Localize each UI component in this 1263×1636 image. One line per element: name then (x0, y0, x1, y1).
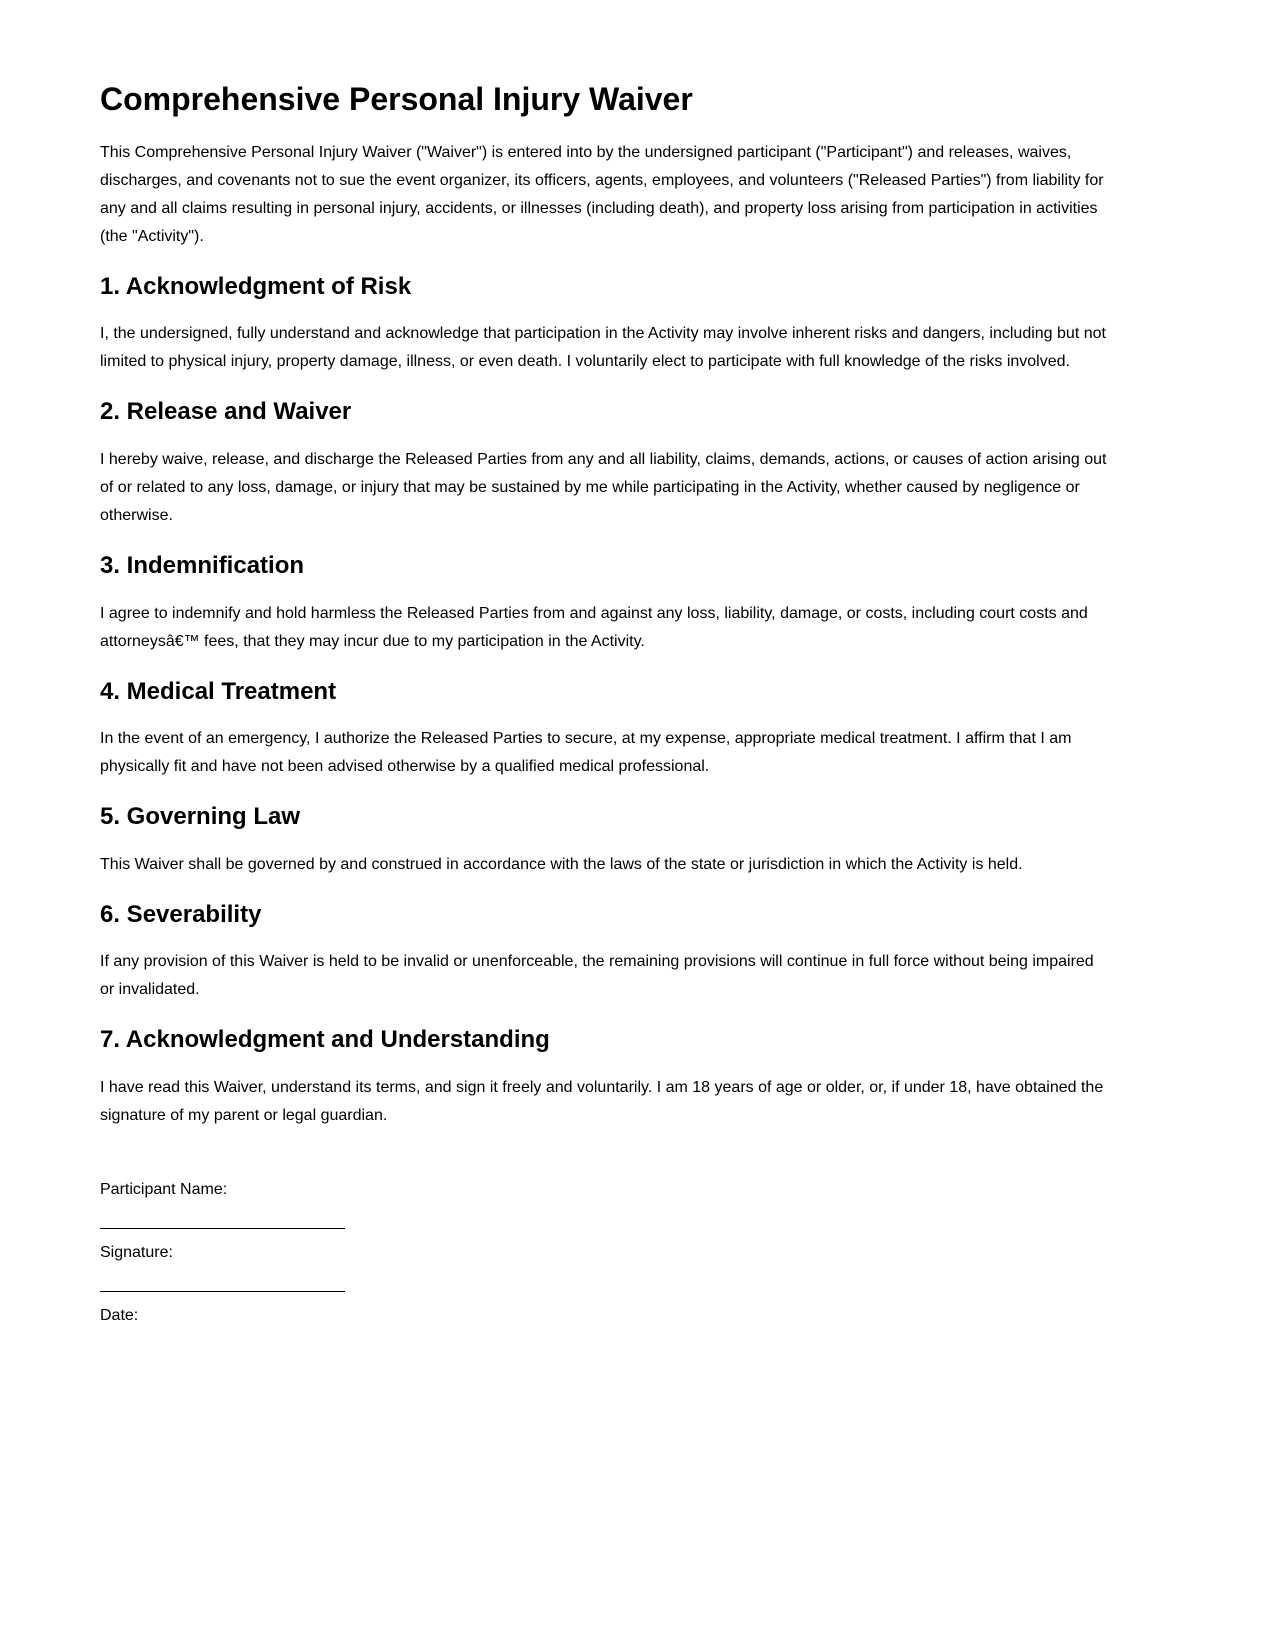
section-4-body: In the event of an emergency, I authorize the Released Parties to secure, at my expense, appropriate medical treatment. I affirm that I am physically fit and have not been advised otherwise by a qualified medical professional. (100, 730, 1072, 776)
section-7-body: I have read this Waiver, understand its terms, and sign it freely and voluntarily. I am 18 years of age or older, or, if under 18, have obtained the signature of my parent or legal guardian. (100, 1078, 1104, 1124)
section-6-heading: 6. Severability (100, 900, 262, 928)
participant-name-label: Participant Name: (100, 1180, 228, 1198)
section-2-heading: 2. Release and Waiver (100, 398, 352, 426)
section-medical-treatment (100, 678, 1110, 782)
section-1-heading: 1. Acknowledgment of Risk (100, 272, 412, 300)
signature-label: Signature: (100, 1228, 345, 1267)
section-2-body: I hereby waive, release, and discharge the Released Parties from any and all liability, claims, demands, actions, or causes of action arising out of or related to any loss, damage, or injury that may be sustained by me while participating in the Activity, whether caused by negligence or otherwise. (100, 450, 1107, 524)
document-title: Comprehensive Personal Injury Waiver (100, 81, 693, 117)
section-3-body: I agree to indemnify and hold harmless the Released Parties from and against any loss, liability, damage, or costs, including court costs and attorneysâ€™ fees, that they may incur due to my participation in the Activity. (100, 604, 1088, 650)
section-4-heading: 4. Medical Treatment (100, 677, 337, 705)
section-5-heading: 5. Governing Law (100, 803, 301, 831)
section-acknowledgment-of-risk (100, 273, 1110, 377)
section-governing-law (100, 803, 1110, 879)
section-severability (100, 901, 1110, 1005)
signature-block (100, 1176, 1110, 1330)
section-7-heading: 7. Acknowledgment and Understanding (100, 1026, 550, 1054)
section-acknowledgment-and-understanding (100, 1026, 1110, 1130)
section-6-body: If any provision of this Waiver is held to be invalid or unenforceable, the remaining provisions will continue in full force without being impaired or invalidated. (100, 953, 1094, 999)
date-label: Date: (100, 1291, 345, 1330)
intro-paragraph: This Comprehensive Personal Injury Waiver ("Waiver") is entered into by the undersigned participant ("Participant") and releases, waives, discharges, and covenants not to sue the event organizer, its officers, agents, employees, and volunteers ("Released Parties") from liability for any and all claims resulting in personal injury, accidents, or illnesses (including death), and property loss arising from participation in activities (the "Activity"). (100, 143, 1104, 245)
section-5-body: This Waiver shall be governed by and construed in accordance with the laws of the state or jurisdiction in which the Activity is held. (100, 855, 1023, 873)
section-release-and-waiver (100, 398, 1110, 530)
section-3-heading: 3. Indemnification (100, 551, 305, 579)
section-1-body: I, the undersigned, fully understand and acknowledge that participation in the Activity may involve inherent risks and dangers, including but not limited to physical injury, property damage, illness, or even death. I voluntarily elect to participate with full knowledge of the risks involved. (100, 325, 1106, 371)
section-indemnification (100, 552, 1110, 656)
